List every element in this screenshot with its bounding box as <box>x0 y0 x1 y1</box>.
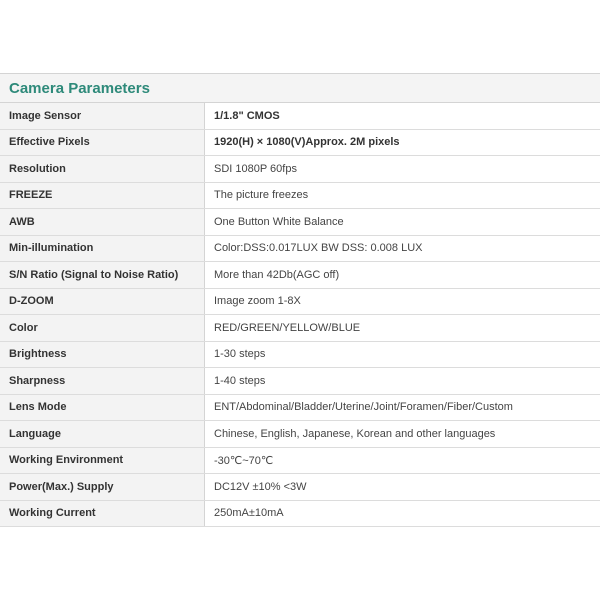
parameter-value: -30℃~70℃ <box>205 447 600 474</box>
parameter-value: Image zoom 1-8X <box>205 288 600 315</box>
table-row <box>0 156 600 183</box>
parameter-value: Chinese, English, Japanese, Korean and other languages <box>205 421 600 448</box>
parameter-label: Working Current <box>0 500 205 527</box>
table-row <box>0 129 600 156</box>
section-title: Camera Parameters <box>0 74 600 103</box>
camera-parameters-panel <box>0 73 600 527</box>
parameter-label: S/N Ratio (Signal to Noise Ratio) <box>0 262 205 289</box>
parameter-value: DC12V ±10% <3W <box>205 474 600 501</box>
table-row <box>0 103 600 129</box>
table-row <box>0 474 600 501</box>
table-row <box>0 447 600 474</box>
table-row <box>0 235 600 262</box>
parameter-value: Color:DSS:0.017LUX BW DSS: 0.008 LUX <box>205 235 600 262</box>
table-row <box>0 315 600 342</box>
parameter-label: Effective Pixels <box>0 129 205 156</box>
table-row <box>0 421 600 448</box>
parameters-table <box>0 103 600 527</box>
table-row <box>0 341 600 368</box>
parameter-value: 1-30 steps <box>205 341 600 368</box>
parameter-label: AWB <box>0 209 205 236</box>
parameter-label: Working Environment <box>0 447 205 474</box>
table-row <box>0 182 600 209</box>
parameter-label: Brightness <box>0 341 205 368</box>
parameter-label: D-ZOOM <box>0 288 205 315</box>
table-row <box>0 288 600 315</box>
parameter-label: Min-illumination <box>0 235 205 262</box>
parameter-value: RED/GREEN/YELLOW/BLUE <box>205 315 600 342</box>
table-row <box>0 394 600 421</box>
parameter-label: Image Sensor <box>0 103 205 129</box>
parameter-value: SDI 1080P 60fps <box>205 156 600 183</box>
parameter-label: Power(Max.) Supply <box>0 474 205 501</box>
parameter-value: The picture freezes <box>205 182 600 209</box>
parameter-label: FREEZE <box>0 182 205 209</box>
parameter-value: One Button White Balance <box>205 209 600 236</box>
parameter-value: 1/1.8" CMOS <box>205 103 600 129</box>
parameter-value: ENT/Abdominal/Bladder/Uterine/Joint/Foramen/Fiber/Custom <box>205 394 600 421</box>
parameter-label: Color <box>0 315 205 342</box>
table-row <box>0 209 600 236</box>
table-row <box>0 368 600 395</box>
parameters-table-body <box>0 103 600 527</box>
parameter-label: Resolution <box>0 156 205 183</box>
parameter-label: Language <box>0 421 205 448</box>
parameter-value: 250mA±10mA <box>205 500 600 527</box>
parameter-value: More than 42Db(AGC off) <box>205 262 600 289</box>
parameter-label: Lens Mode <box>0 394 205 421</box>
table-row <box>0 262 600 289</box>
parameter-value: 1920(H) × 1080(V)Approx. 2M pixels <box>205 129 600 156</box>
table-row <box>0 500 600 527</box>
parameter-label: Sharpness <box>0 368 205 395</box>
parameter-value: 1-40 steps <box>205 368 600 395</box>
